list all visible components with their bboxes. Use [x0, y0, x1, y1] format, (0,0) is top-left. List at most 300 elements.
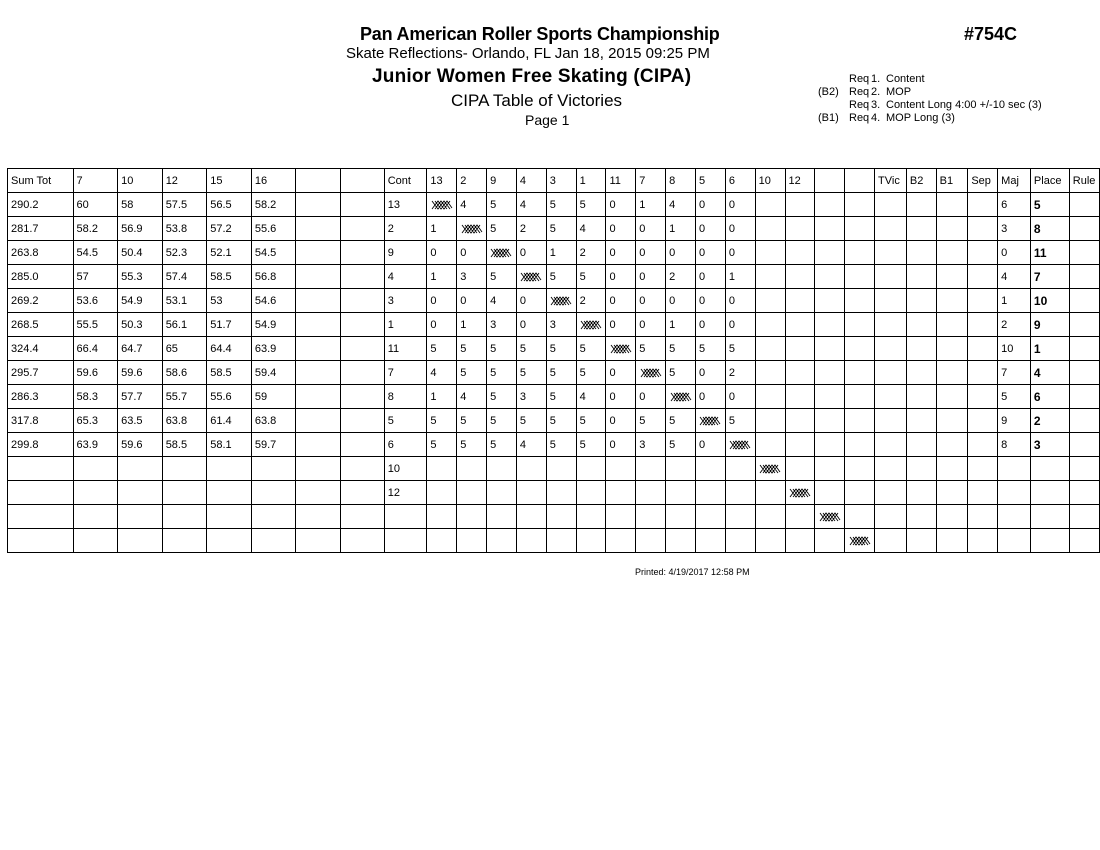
table-cell [875, 265, 907, 289]
requirement-text: MOP Long (3) [886, 112, 955, 124]
requirements-list [818, 73, 1042, 125]
table-cell [785, 385, 815, 409]
table-cell [815, 313, 845, 337]
table-cell: 3 [457, 265, 487, 289]
table-cell: 65 [162, 337, 207, 361]
table-cell [207, 505, 252, 529]
self-comparison-mark [666, 385, 696, 409]
table-row [8, 433, 1100, 457]
table-cell [636, 457, 666, 481]
table-cell [936, 385, 968, 409]
table-cell: 1 [427, 217, 457, 241]
table-cell: 55.5 [73, 313, 118, 337]
table-cell: 286.3 [8, 385, 74, 409]
table-cell: 58.5 [207, 265, 252, 289]
table-cell: 3 [1030, 433, 1069, 457]
table-cell: 53.8 [162, 217, 207, 241]
table-cell [936, 409, 968, 433]
table-cell [606, 505, 636, 529]
column-header: 7 [73, 169, 118, 193]
table-cell: 4 [457, 193, 487, 217]
table-cell [815, 481, 845, 505]
table-cell: 0 [457, 241, 487, 265]
crosshatch-icon [759, 464, 781, 474]
table-cell: 0 [725, 313, 755, 337]
table-cell [1069, 409, 1099, 433]
table-cell [785, 313, 815, 337]
table-cell: 4 [516, 193, 546, 217]
table-cell [906, 481, 936, 505]
table-cell [968, 529, 998, 553]
table-cell [296, 409, 340, 433]
table-cell: 4 [998, 265, 1031, 289]
table-cell [785, 361, 815, 385]
table-cell [576, 529, 606, 553]
table-cell [968, 217, 998, 241]
table-cell: 5 [457, 337, 487, 361]
table-cell [73, 529, 118, 553]
table-cell: 5 [546, 193, 576, 217]
table-row [8, 241, 1100, 265]
table-cell: 5 [546, 361, 576, 385]
table-cell [755, 361, 785, 385]
table-cell [845, 481, 875, 505]
table-cell [998, 457, 1031, 481]
crosshatch-icon [699, 416, 721, 426]
table-cell: 1 [427, 385, 457, 409]
crosshatch-icon [789, 488, 811, 498]
table-cell [845, 265, 875, 289]
requirement-text: Content Long 4:00 +/-10 sec (3) [886, 99, 1042, 111]
table-cell [875, 529, 907, 553]
table-cell: 5 [487, 361, 517, 385]
table-cell [936, 529, 968, 553]
table-cell: 0 [516, 241, 546, 265]
table-cell [1030, 529, 1069, 553]
table-cell: 263.8 [8, 241, 74, 265]
table-cell: 1 [666, 313, 696, 337]
column-header: 15 [207, 169, 252, 193]
table-cell: 57.4 [162, 265, 207, 289]
table-cell: 1 [427, 265, 457, 289]
table-cell: 0 [516, 313, 546, 337]
table-cell [546, 481, 576, 505]
table-cell: 50.3 [118, 313, 163, 337]
table-cell [1030, 457, 1069, 481]
table-cell [296, 361, 340, 385]
table-cell [906, 193, 936, 217]
table-cell: 0 [695, 241, 725, 265]
table-cell: 5 [546, 337, 576, 361]
column-header: Place [1030, 169, 1069, 193]
table-cell: 0 [666, 289, 696, 313]
table-cell [384, 529, 427, 553]
table-row [8, 385, 1100, 409]
table-cell [936, 265, 968, 289]
table-cell [875, 433, 907, 457]
table-cell: 1 [457, 313, 487, 337]
table-cell [296, 433, 340, 457]
table-cell [875, 481, 907, 505]
table-cell: 5 [576, 361, 606, 385]
table-cell [906, 433, 936, 457]
requirement-item [818, 112, 1042, 125]
requirement-label: Req [849, 86, 870, 98]
table-row [8, 409, 1100, 433]
table-cell [1069, 313, 1099, 337]
table-cell: 5 [576, 193, 606, 217]
table-cell [845, 241, 875, 265]
table-cell: 2 [998, 313, 1031, 337]
table-cell: 0 [606, 265, 636, 289]
table-cell: 52.1 [207, 241, 252, 265]
table-cell: 59 [251, 385, 296, 409]
table-cell [906, 265, 936, 289]
table-cell: 5 [636, 337, 666, 361]
table-cell [845, 193, 875, 217]
table-cell [8, 505, 74, 529]
table-cell [755, 217, 785, 241]
table-cell: 9 [998, 409, 1031, 433]
table-cell: 0 [606, 193, 636, 217]
table-cell [815, 337, 845, 361]
table-cell [487, 529, 517, 553]
table-cell: 55.7 [162, 385, 207, 409]
table-cell [755, 433, 785, 457]
table-cell [906, 505, 936, 529]
table-cell [785, 217, 815, 241]
table-cell: 8 [1030, 217, 1069, 241]
table-cell [725, 529, 755, 553]
column-header: 5 [695, 169, 725, 193]
table-cell [636, 529, 666, 553]
table-cell: 0 [636, 385, 666, 409]
column-header: 11 [606, 169, 636, 193]
table-cell [968, 289, 998, 313]
table-cell: 5 [487, 265, 517, 289]
table-cell [998, 481, 1031, 505]
table-cell: 5 [487, 385, 517, 409]
table-cell [340, 265, 384, 289]
table-cell [340, 409, 384, 433]
table-cell [755, 409, 785, 433]
crosshatch-icon [490, 248, 512, 258]
column-header: Rule [1069, 169, 1099, 193]
table-cell: 57 [73, 265, 118, 289]
table-cell: 56.1 [162, 313, 207, 337]
table-cell [207, 481, 252, 505]
table-cell [936, 505, 968, 529]
table-cell: 60 [73, 193, 118, 217]
crosshatch-icon [849, 536, 871, 546]
table-cell: 5 [516, 337, 546, 361]
table-cell: 0 [427, 289, 457, 313]
column-header: Sep [968, 169, 998, 193]
table-cell: 5 [695, 337, 725, 361]
page-number: Page 1 [525, 112, 570, 128]
crosshatch-icon [550, 296, 572, 306]
table-cell [1069, 457, 1099, 481]
table-cell [1069, 529, 1099, 553]
table-cell [875, 217, 907, 241]
table-cell: 5 [666, 433, 696, 457]
column-header: B1 [936, 169, 968, 193]
table-cell [118, 529, 163, 553]
table-cell: 2 [384, 217, 427, 241]
table-cell [755, 337, 785, 361]
table-cell: 269.2 [8, 289, 74, 313]
table-cell: 5 [384, 409, 427, 433]
self-comparison-mark [576, 313, 606, 337]
table-cell [516, 505, 546, 529]
table-cell [1069, 481, 1099, 505]
self-comparison-mark [695, 409, 725, 433]
table-cell: 299.8 [8, 433, 74, 457]
table-cell [1069, 265, 1099, 289]
table-cell [296, 217, 340, 241]
table-cell: 64.7 [118, 337, 163, 361]
table-cell: 8 [384, 385, 427, 409]
table-cell: 0 [695, 289, 725, 313]
self-comparison-mark [427, 193, 457, 217]
table-cell [427, 505, 457, 529]
table-cell [606, 457, 636, 481]
table-row [8, 217, 1100, 241]
table-cell: 5 [576, 409, 606, 433]
table-cell: 63.8 [162, 409, 207, 433]
table-cell [785, 193, 815, 217]
table-cell [1069, 385, 1099, 409]
table-cell [755, 481, 785, 505]
table-cell [845, 289, 875, 313]
table-cell [968, 409, 998, 433]
table-cell: 54.9 [251, 313, 296, 337]
table-cell [340, 289, 384, 313]
table-cell [457, 457, 487, 481]
table-cell [785, 265, 815, 289]
column-header [815, 169, 845, 193]
table-cell: 290.2 [8, 193, 74, 217]
table-cell: 0 [725, 289, 755, 313]
table-cell: 5 [457, 361, 487, 385]
table-cell [968, 457, 998, 481]
table-cell: 10 [1030, 289, 1069, 313]
table-cell [546, 505, 576, 529]
table-cell [487, 481, 517, 505]
document-number: #754C [964, 24, 1018, 44]
table-cell: 5 [457, 409, 487, 433]
table-cell: 0 [725, 385, 755, 409]
table-cell [207, 457, 252, 481]
self-comparison-mark [725, 433, 755, 457]
table-cell [998, 505, 1031, 529]
self-comparison-mark [606, 337, 636, 361]
table-cell: 5 [427, 433, 457, 457]
requirement-item [818, 99, 1042, 112]
table-cell [457, 481, 487, 505]
table-cell: 53 [207, 289, 252, 313]
victories-table [7, 168, 1100, 553]
table-cell [695, 505, 725, 529]
table-cell: 4 [1030, 361, 1069, 385]
table-cell [207, 529, 252, 553]
table-cell: 58.2 [251, 193, 296, 217]
table-cell [968, 433, 998, 457]
table-cell: 7 [1030, 265, 1069, 289]
table-cell [340, 241, 384, 265]
report-title: Pan American Roller Sports Championship [360, 24, 720, 44]
self-comparison-mark [785, 481, 815, 505]
table-cell: 281.7 [8, 217, 74, 241]
table-cell [296, 241, 340, 265]
table-cell [845, 337, 875, 361]
table-cell: 57.7 [118, 385, 163, 409]
table-cell: 58.5 [162, 433, 207, 457]
column-header: 8 [666, 169, 696, 193]
table-cell [968, 193, 998, 217]
table-cell: 285.0 [8, 265, 74, 289]
table-cell: 3 [384, 289, 427, 313]
table-cell: 0 [998, 241, 1031, 265]
table-cell [487, 457, 517, 481]
table-cell: 3 [546, 313, 576, 337]
table-cell: 0 [636, 313, 666, 337]
table-cell: 11 [384, 337, 427, 361]
table-row [8, 361, 1100, 385]
table-cell: 0 [457, 289, 487, 313]
table-cell [755, 529, 785, 553]
table-cell [815, 217, 845, 241]
table-cell: 6 [998, 193, 1031, 217]
table-cell [936, 241, 968, 265]
table-cell [755, 241, 785, 265]
table-cell [936, 193, 968, 217]
table-cell [968, 505, 998, 529]
table-cell: 5 [666, 409, 696, 433]
crosshatch-icon [670, 392, 692, 402]
table-cell [785, 529, 815, 553]
table-cell: 59.6 [118, 433, 163, 457]
table-cell: 9 [1030, 313, 1069, 337]
requirement-label: Req [849, 99, 870, 111]
table-cell: 0 [695, 385, 725, 409]
table-cell: 4 [666, 193, 696, 217]
table-cell: 1 [546, 241, 576, 265]
table-cell: 57.2 [207, 217, 252, 241]
table-cell [968, 481, 998, 505]
table-cell: 5 [516, 361, 546, 385]
table-cell: 0 [725, 193, 755, 217]
table-cell: 63.8 [251, 409, 296, 433]
table-cell [516, 457, 546, 481]
column-header: TVic [875, 169, 907, 193]
table-cell [666, 529, 696, 553]
table-cell [546, 529, 576, 553]
requirement-text: MOP [886, 86, 912, 98]
self-comparison-mark [487, 241, 517, 265]
self-comparison-mark [457, 217, 487, 241]
table-cell [251, 481, 296, 505]
table-cell: 0 [427, 241, 457, 265]
column-header: 13 [427, 169, 457, 193]
table-cell [340, 385, 384, 409]
table-cell: 5 [487, 193, 517, 217]
table-cell [906, 385, 936, 409]
table-cell: 3 [516, 385, 546, 409]
column-header: B2 [906, 169, 936, 193]
table-cell: 5 [487, 337, 517, 361]
table-cell: 5 [546, 433, 576, 457]
table-cell [666, 481, 696, 505]
table-cell: 1 [666, 217, 696, 241]
table-cell: 4 [516, 433, 546, 457]
table-cell: 61.4 [207, 409, 252, 433]
self-comparison-mark [636, 361, 666, 385]
table-cell [875, 313, 907, 337]
table-cell [906, 241, 936, 265]
table-cell [785, 289, 815, 313]
table-cell [118, 457, 163, 481]
table-cell: 66.4 [73, 337, 118, 361]
table-cell [968, 241, 998, 265]
table-cell [875, 385, 907, 409]
table-cell: 4 [487, 289, 517, 313]
table-cell: 1 [1030, 337, 1069, 361]
table-cell: 3 [636, 433, 666, 457]
table-cell: 0 [636, 289, 666, 313]
crosshatch-icon [729, 440, 751, 450]
crosshatch-icon [461, 224, 483, 234]
table-cell: 52.3 [162, 241, 207, 265]
table-cell [73, 505, 118, 529]
table-cell: 59.7 [251, 433, 296, 457]
table-cell: 268.5 [8, 313, 74, 337]
table-cell [162, 481, 207, 505]
table-cell [1069, 193, 1099, 217]
table-cell [576, 457, 606, 481]
table-cell [755, 289, 785, 313]
table-cell [695, 481, 725, 505]
crosshatch-icon [580, 320, 602, 330]
table-row [8, 337, 1100, 361]
table-cell: 58.1 [207, 433, 252, 457]
table-cell: 2 [576, 241, 606, 265]
table-cell [118, 481, 163, 505]
table-cell [340, 361, 384, 385]
table-cell: 5 [636, 409, 666, 433]
self-comparison-mark [815, 505, 845, 529]
table-cell: 0 [695, 193, 725, 217]
table-cell: 0 [427, 313, 457, 337]
table-cell [296, 481, 340, 505]
table-cell [936, 217, 968, 241]
table-cell [251, 529, 296, 553]
table-cell [725, 457, 755, 481]
table-cell [457, 505, 487, 529]
table-cell [968, 385, 998, 409]
table-cell [340, 193, 384, 217]
printed-timestamp: Printed: 4/19/2017 12:58 PM [635, 567, 750, 577]
table-cell [906, 529, 936, 553]
table-cell: 5 [576, 265, 606, 289]
table-title: CIPA Table of Victories [451, 91, 623, 110]
column-header: 12 [785, 169, 815, 193]
table-cell: 58.2 [73, 217, 118, 241]
table-cell: 51.7 [207, 313, 252, 337]
requirement-label: Req [849, 112, 870, 124]
table-cell [1069, 217, 1099, 241]
table-cell [785, 457, 815, 481]
